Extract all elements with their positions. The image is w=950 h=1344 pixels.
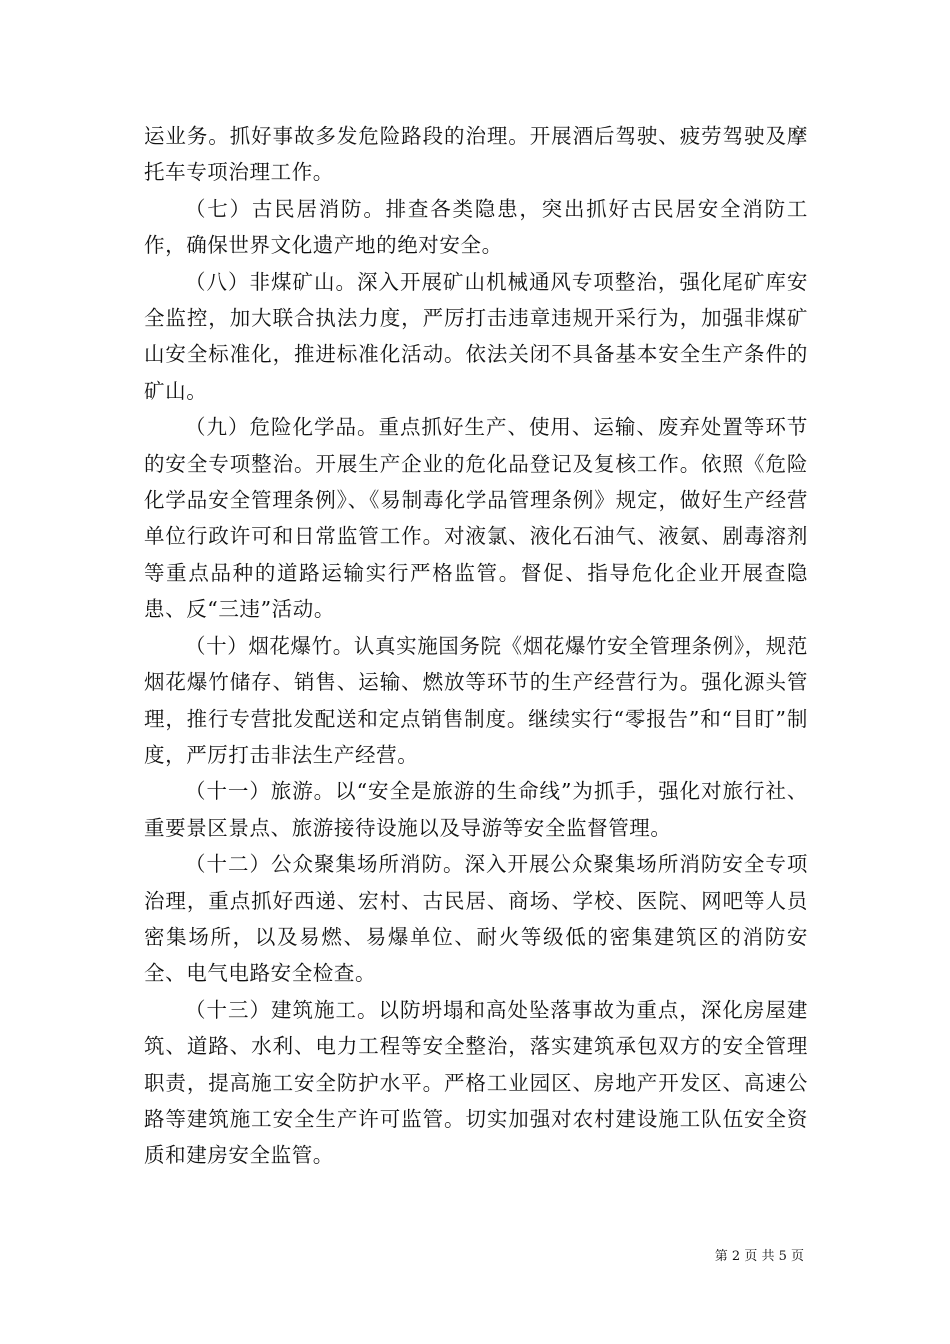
paragraph-construction: （十三）建筑施工。以防坍塌和高处坠落事故为重点，深化房屋建筑、道路、水利、电力工程等安全整治，落实建筑承包双方的安全管理职责，提高施工安全防护水平。严格工业园区、房地产开发区、高速公路等建筑施工安全生产许可监管。切实加强对农村建设施工队伍安全资质和建房安全监管。 — [144, 997, 808, 1168]
paragraph-public-venues-fire: （十二）公众聚集场所消防。深入开展公众聚集场所消防安全专项治理，重点抓好西递、宏村、古民居、商场、学校、医院、网吧等人员密集场所，以及易燃、易爆单位、耐火等级低的密集建筑区的消防安全、电气电路安全检查。 — [144, 852, 808, 986]
document-body — [144, 118, 808, 1174]
paragraph-ancient-dwelling-fire: （七）古民居消防。排查各类隐患，突出抓好古民居安全消防工作，确保世界文化遗产地的绝对安全。 — [144, 196, 808, 258]
paragraph-continuation: 运业务。抓好事故多发危险路段的治理。开展酒后驾驶、疲劳驾驶及摩托车专项治理工作。 — [144, 124, 808, 185]
paragraph-fireworks: （十）烟花爆竹。认真实施国务院《烟花爆竹安全管理条例》，规范烟花爆竹储存、销售、运输、燃放等环节的生产经营行为。强化源头管理，推行专营批发配送和定点销售制度。继续实行“零报告”和“目盯”制度，严厉打击非法生产经营。 — [144, 633, 808, 767]
paragraph-tourism: （十一）旅游。以“安全是旅游的生命线”为抓手，强化对旅行社、重要景区景点、旅游接待设施以及导游等安全监督管理。 — [144, 779, 808, 840]
paragraph-non-coal-mines: （八）非煤矿山。深入开展矿山机械通风专项整治，强化尾矿库安全监控，加大联合执法力度，严厉打击违章违规开采行为，加强非煤矿山安全标准化，推进标准化活动。依法关闭不具备基本安全生产条件的矿山。 — [144, 269, 808, 403]
page-number: 第 2 页 共 5 页 — [714, 1249, 804, 1264]
paragraph-hazardous-chemicals: （九）危险化学品。重点抓好生产、使用、运输、废弃处置等环节的安全专项整治。开展生产企业的危化品登记及复核工作。依照《危险化学品安全管理条例》、《易制毒化学品管理条例》规定，做好生产经营单位行政许可和日常监管工作。对液氯、液化石油气、液氨、剧毒溶剂等重点品种的道路运输实行严格监管。督促、指导危化企业开展查隐患、反“三违”活动。 — [144, 415, 808, 622]
